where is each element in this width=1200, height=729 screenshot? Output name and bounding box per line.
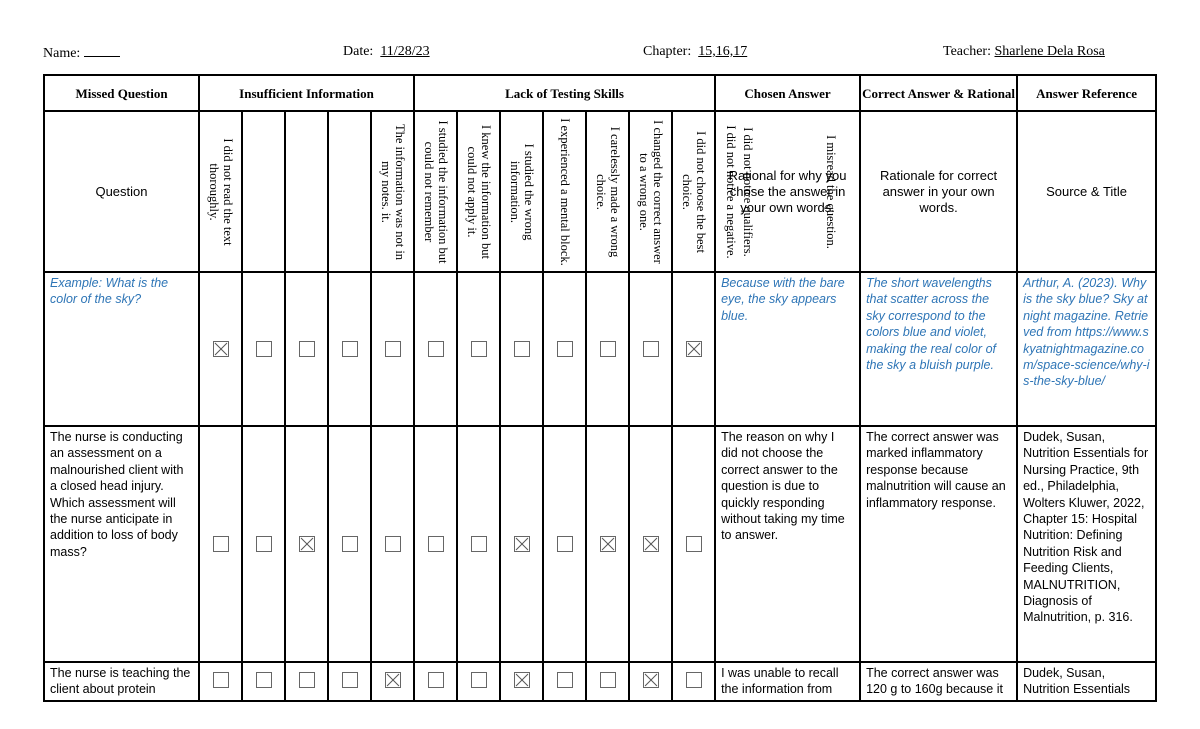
checked-checkbox[interactable] — [514, 672, 530, 688]
chapter-field — [643, 44, 747, 60]
reference-cell[interactable]: Dudek, Susan, Nutrition Essentials for Nursing Practice, 9th ed., Philadelphia, Wolters Kluwer, 2022, Chapter 15: Hospital Nutrition: Defining Nutrition Risk and Feeding Clients, MALNUTRITION, Diagnosis of Malnutrition, p. 316. — [1017, 426, 1156, 662]
checkbox[interactable] — [256, 536, 272, 552]
col-chosen-answer: Chosen Answer — [715, 75, 860, 111]
checkbox[interactable] — [256, 341, 272, 357]
checkbox[interactable] — [471, 536, 487, 552]
reason-checkbox-cell — [457, 426, 500, 662]
date-field — [343, 44, 430, 60]
reason-checkbox-cell — [242, 662, 285, 701]
x-mark-icon — [687, 342, 701, 356]
checkbox[interactable] — [557, 672, 573, 688]
correct-answer-cell[interactable]: The correct answer was marked inflammatory response because malnutrition will cause an inflammatory response. — [860, 426, 1017, 662]
question-subheader: Question — [95, 183, 148, 199]
question-cell[interactable]: Example: What is the color of the sky? — [44, 272, 199, 426]
checkbox[interactable] — [256, 672, 272, 688]
chosen-answer-cell[interactable]: I was unable to recall the information from — [715, 662, 860, 701]
checkbox[interactable] — [428, 536, 444, 552]
col-lack-of-testing-skills: Lack of Testing Skills — [414, 75, 715, 111]
checkbox[interactable] — [600, 672, 616, 688]
checkbox[interactable] — [385, 341, 401, 357]
reason-checkbox-cell — [500, 662, 543, 701]
reason-header-row — [44, 111, 1156, 272]
date-label: Date: — [343, 44, 374, 59]
checkbox[interactable] — [299, 341, 315, 357]
reason-checkbox-cell — [543, 662, 586, 701]
checkbox[interactable] — [428, 341, 444, 357]
question-cell[interactable]: The nurse is teaching the client about protein — [44, 662, 199, 701]
chosen-answer-cell[interactable]: The reason on why I did not choose the correct answer to the question is due to quickly responding without taking my time to answer. — [715, 426, 860, 662]
reason-checkbox-cell — [285, 662, 328, 701]
reason-checkbox-cell — [371, 426, 414, 662]
teacher-field — [943, 44, 1105, 60]
header-row — [44, 75, 1156, 111]
reason-checkbox-cell — [500, 426, 543, 662]
reason-studied-wrong-info: I studied the wrong information. — [507, 143, 536, 240]
correct-answer-cell[interactable]: The correct answer was 120 g to 160g because it — [860, 662, 1017, 701]
checked-checkbox[interactable] — [385, 672, 401, 688]
checkbox[interactable] — [471, 672, 487, 688]
checkbox[interactable] — [557, 536, 573, 552]
reason-could-not-apply: I knew the information but could not apply it. — [464, 124, 493, 259]
x-mark-icon — [386, 673, 400, 687]
teacher-label: Teacher: — [943, 44, 991, 59]
chapter-value[interactable]: 15,16,17 — [698, 44, 748, 59]
reason-checkbox-cell — [629, 426, 672, 662]
reason-checkbox-cell — [586, 272, 629, 426]
chosen-subheader: Rational for why you chose the answer in your own words. — [728, 167, 847, 215]
reason-checkbox-cell — [457, 662, 500, 701]
reason-checkbox-cell — [414, 662, 457, 701]
teacher-value[interactable]: Sharlene Dela Rosa — [994, 44, 1105, 59]
checkbox[interactable] — [428, 672, 444, 688]
checked-checkbox[interactable] — [213, 341, 229, 357]
checkbox[interactable] — [213, 672, 229, 688]
reason-not-notice-negative: I did not notice a negative. — [724, 124, 739, 259]
col-missed-question: Missed Question — [44, 75, 199, 111]
reason-checkbox-cell — [328, 272, 371, 426]
reason-checkbox-cell — [199, 662, 242, 701]
checkbox[interactable] — [471, 341, 487, 357]
checked-checkbox[interactable] — [514, 536, 530, 552]
checked-checkbox[interactable] — [643, 672, 659, 688]
reason-not-notice-qualifiers: I did not notice qualifiers. — [741, 126, 756, 257]
reference-subheader: Source & Title — [1046, 183, 1128, 199]
reason-checkbox-cell — [371, 272, 414, 426]
reason-checkbox-cell — [414, 426, 457, 662]
x-mark-icon — [515, 673, 529, 687]
name-value[interactable] — [84, 44, 120, 57]
reason-checkbox-cell — [672, 662, 715, 701]
reason-careless-choice: I carelessly made a wrong choice. — [593, 126, 622, 257]
reason-checkbox-cell — [199, 426, 242, 662]
checkbox[interactable] — [342, 672, 358, 688]
col-insufficient-information: Insufficient Information — [199, 75, 414, 111]
checked-checkbox[interactable] — [299, 536, 315, 552]
name-field — [43, 44, 120, 62]
correct-subheader: Rationale for correct answer in your own words. — [880, 167, 998, 215]
reason-checkbox-cell — [500, 272, 543, 426]
reason-checkbox-cell — [414, 272, 457, 426]
checked-checkbox[interactable] — [643, 536, 659, 552]
reason-mental-block: I experienced a mental block. — [557, 117, 572, 266]
reason-checkbox-cell — [629, 662, 672, 701]
reference-cell[interactable]: Arthur, A. (2023). Why is the sky blue? Sky at night magazine. Retrieved from https://www.skyatnightmagazine.com/space-science/why-is-the-sky-blue/ — [1017, 272, 1156, 426]
reason-checkbox-cell — [672, 426, 715, 662]
checkbox[interactable] — [385, 536, 401, 552]
col-answer-reference: Answer Reference — [1017, 75, 1156, 111]
x-mark-icon — [644, 537, 658, 551]
checkbox[interactable] — [686, 672, 702, 688]
checkbox[interactable] — [514, 341, 530, 357]
question-cell[interactable]: The nurse is conducting an assessment on a malnourished client with a closed head injury. Which assessment will the nurse anticipate in addition to loss of body mass? — [44, 426, 199, 662]
checkbox[interactable] — [299, 672, 315, 688]
date-value[interactable]: 11/28/23 — [380, 44, 430, 59]
reason-checkbox-cell — [242, 272, 285, 426]
checkbox[interactable] — [342, 536, 358, 552]
reason-could-not-remember: I studied the information but could not remember — [421, 119, 450, 264]
reason-checkbox-cell — [242, 426, 285, 662]
chosen-answer-cell[interactable]: Because with the bare eye, the sky appears blue. — [715, 272, 860, 426]
name-label: Name: — [43, 46, 81, 61]
reason-checkbox-cell — [199, 272, 242, 426]
table-row — [44, 272, 1156, 426]
reason-checkbox-cell — [629, 272, 672, 426]
x-mark-icon — [515, 537, 529, 551]
checkbox[interactable] — [213, 536, 229, 552]
reason-checkbox-cell — [672, 272, 715, 426]
reason-checkbox-cell — [586, 426, 629, 662]
checkbox[interactable] — [557, 341, 573, 357]
reason-changed-answer: I changed the correct answer to a wrong one. — [636, 119, 665, 264]
col-correct-answer: Correct Answer & Rational — [860, 75, 1017, 111]
checkbox[interactable] — [600, 341, 616, 357]
checkbox[interactable] — [342, 341, 358, 357]
reason-checkbox-cell — [328, 426, 371, 662]
checked-checkbox[interactable] — [600, 536, 616, 552]
reason-not-read-thoroughly: I did not read the text thoroughly. — [206, 137, 235, 246]
x-mark-icon — [601, 537, 615, 551]
x-mark-icon — [644, 673, 658, 687]
checked-checkbox[interactable] — [686, 341, 702, 357]
reason-checkbox-cell — [586, 662, 629, 701]
reason-checkbox-cell — [457, 272, 500, 426]
test-analysis-table — [43, 74, 1157, 702]
reason-checkbox-cell — [371, 662, 414, 701]
x-mark-icon — [214, 342, 228, 356]
reason-checkbox-cell — [328, 662, 371, 701]
reason-not-best-choice: I did not choose the best choice. — [679, 130, 708, 253]
chapter-label: Chapter: — [643, 44, 692, 59]
table-row — [44, 662, 1156, 701]
x-mark-icon — [300, 537, 314, 551]
reason-checkbox-cell — [543, 426, 586, 662]
correct-answer-cell[interactable]: The short wavelengths that scatter across the sky correspond to the colors blue and violet, making the real color of the sky a bluish purple. — [860, 272, 1017, 426]
checkbox[interactable] — [643, 341, 659, 357]
reason-not-in-notes: The information was not in my notes. it. — [378, 123, 407, 260]
reason-checkbox-cell — [285, 426, 328, 662]
reason-checkbox-cell — [285, 272, 328, 426]
checkbox[interactable] — [686, 536, 702, 552]
table-row — [44, 426, 1156, 662]
reason-misread-question: I misread the question. — [824, 134, 839, 249]
reference-cell[interactable]: Dudek, Susan, Nutrition Essentials — [1017, 662, 1156, 701]
reason-checkbox-cell — [543, 272, 586, 426]
